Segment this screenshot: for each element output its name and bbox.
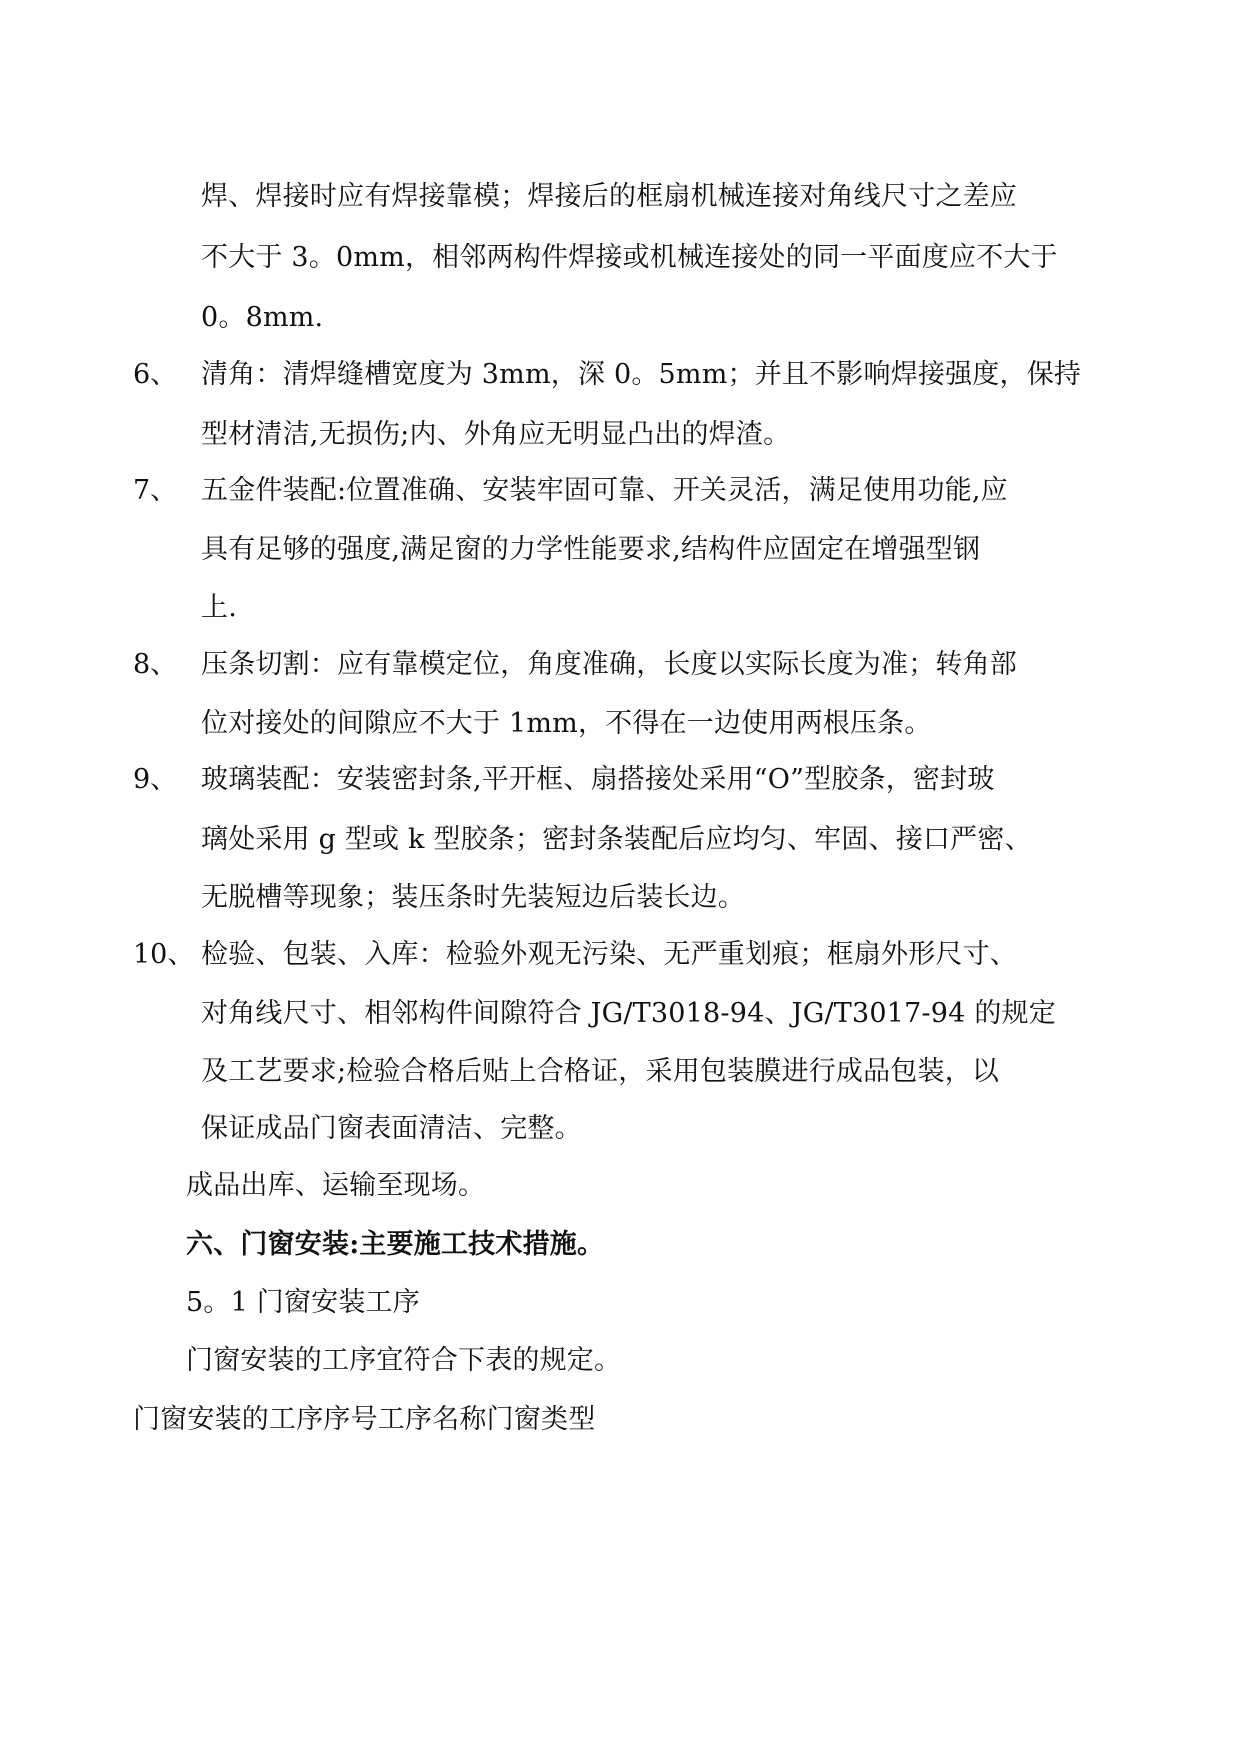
item-text-line: 型材清洁,无损伤;内、外角应无明显凸出的焊渣。 [201,419,791,450]
subsection-title: 5。1 门窗安装工序 [186,1287,420,1318]
item-text-line: 检验、包装、入库：检验外观无污染、无严重划痕；框扇外形尺寸、 [201,939,1017,970]
item-number: 10、 [133,939,195,970]
item-text-line: 上. [201,592,237,623]
item-number: 9、 [133,764,178,795]
item-text-line: 清角：清焊缝槽宽度为 3mm，深 0。5mm；并且不影响焊接强度，保持 [201,359,1082,390]
item-text-line: 五金件装配:位置准确、安装牢固可靠、开关灵活，满足使用功能,应 [201,475,1008,506]
continuation-line: 焊、焊接时应有焊接靠模；焊接后的框扇机械连接对角线尺寸之差应 [201,181,1017,212]
item-number: 7、 [133,475,178,506]
intro-text: 门窗安装的工序宜符合下表的规定。 [186,1345,622,1376]
continuation-line: 不大于 3。0mm，相邻两构件焊接或机械连接处的同一平面度应不大于 [201,242,1058,273]
item-text-line: 位对接处的间隙应不大于 1mm，不得在一边使用两根压条。 [201,708,932,739]
item-number: 6、 [133,359,178,390]
section-heading: 六、门窗安装:主要施工技术措施。 [186,1229,605,1260]
item-text-line: 玻璃装配：安装密封条,平开框、扇搭接处采用“O”型胶条，密封玻 [201,764,995,795]
item-number: 8、 [133,649,178,680]
table-caption: 门窗安装的工序序号工序名称门窗类型 [133,1404,596,1435]
shipping-text: 成品出库、运输至现场。 [186,1170,486,1201]
item-text-line: 璃处采用 g 型或 k 型胶条；密封条装配后应均匀、牢固、接口严密、 [201,824,1032,855]
item-text-line: 保证成品门窗表面清洁、完整。 [201,1113,582,1144]
item-text-line: 及工艺要求;检验合格后贴上合格证，采用包装膜进行成品包装，以 [201,1056,1000,1087]
item-text-line: 对角线尺寸、相邻构件间隙符合 JG/T3018-94、JG/T3017-94 的规定 [201,998,1056,1029]
item-text-line: 无脱槽等现象；装压条时先装短边后装长边。 [201,882,745,913]
continuation-line: 0。8mm. [201,302,324,333]
item-text-line: 具有足够的强度,满足窗的力学性能要求,结构件应固定在增强型钢 [201,534,981,565]
item-text-line: 压条切割：应有靠模定位，角度准确，长度以实际长度为准；转角部 [201,649,1017,680]
